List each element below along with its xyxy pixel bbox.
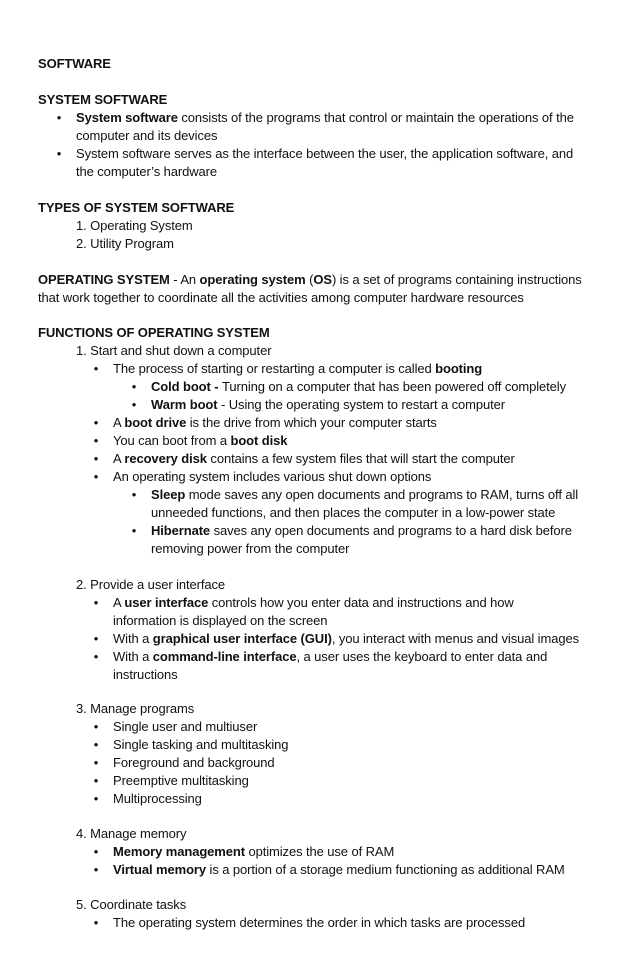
bullet: • xyxy=(93,773,99,788)
list-item: The process of starting or restarting a computer is called booting xyxy=(113,361,483,376)
section-title: 4. Manage memory xyxy=(76,826,187,841)
bullet: • xyxy=(131,487,137,502)
bullet: • xyxy=(93,631,99,646)
sub-list-item: Warm boot - Using the operating system to restart a computer xyxy=(151,397,506,412)
heading-types: TYPES OF SYSTEM SOFTWARE xyxy=(38,200,235,215)
list-item-continued: the computer’s hardware xyxy=(76,164,218,179)
bullet: • xyxy=(93,844,99,859)
list-item: Single user and multiuser xyxy=(113,719,258,734)
bullet: • xyxy=(93,595,99,610)
section-title: 5. Coordinate tasks xyxy=(76,897,187,912)
os-definition: OPERATING SYSTEM - An operating system (OS) is a set of programs containing instructions xyxy=(38,272,582,287)
list-item: A boot drive is the drive from which your computer starts xyxy=(113,415,437,430)
sub-list-item-continued: unneeded functions, and then places the computer in a low-power state xyxy=(151,505,556,520)
bullet: • xyxy=(131,379,137,394)
list-item: Multiprocessing xyxy=(113,791,202,806)
list-item: You can boot from a boot disk xyxy=(113,433,288,448)
list-item: Foreground and background xyxy=(113,755,275,770)
title-software: SOFTWARE xyxy=(38,56,111,71)
sub-list-item-continued: removing power from the computer xyxy=(151,541,350,556)
sub-list-item: Sleep mode saves any open documents and programs to RAM, turns off all xyxy=(151,487,579,502)
bullet: • xyxy=(93,433,99,448)
list-item-continued: information is displayed on the screen xyxy=(113,613,328,628)
section-title: 3. Manage programs xyxy=(76,701,195,716)
os-definition-continued: that work together to coordinate all the activities among computer hardware resources xyxy=(38,290,524,305)
list-item: Virtual memory is a portion of a storage medium functioning as additional RAM xyxy=(113,862,565,877)
bullet: • xyxy=(131,397,137,412)
list-item: Preemptive multitasking xyxy=(113,773,249,788)
bullet: • xyxy=(56,110,62,125)
bullet: • xyxy=(93,915,99,930)
heading-system-software: SYSTEM SOFTWARE xyxy=(38,92,168,107)
bullet: • xyxy=(93,719,99,734)
bullet: • xyxy=(93,737,99,752)
list-item: With a command-line interface, a user uses the keyboard to enter data and xyxy=(113,649,548,664)
bullet: • xyxy=(93,451,99,466)
list-item: Single tasking and multitasking xyxy=(113,737,289,752)
section-title: 1. Start and shut down a computer xyxy=(76,343,272,358)
list-item: An operating system includes various shut down options xyxy=(113,469,432,484)
list-item-continued: computer and its devices xyxy=(76,128,218,143)
sub-list-item: Hibernate saves any open documents and programs to a hard disk before xyxy=(151,523,572,538)
heading-functions: FUNCTIONS OF OPERATING SYSTEM xyxy=(38,325,270,340)
section-title: 2. Provide a user interface xyxy=(76,577,226,592)
bullet: • xyxy=(93,469,99,484)
list-item-continued: instructions xyxy=(113,667,178,682)
bullet: • xyxy=(56,146,62,161)
list-item: A user interface controls how you enter data and instructions and how xyxy=(113,595,514,610)
bullet: • xyxy=(93,791,99,806)
list-item: 1. Operating System xyxy=(76,218,193,233)
bullet: • xyxy=(93,361,99,376)
list-item: With a graphical user interface (GUI), you interact with menus and visual images xyxy=(113,631,579,646)
bullet: • xyxy=(131,523,137,538)
bullet: • xyxy=(93,862,99,877)
list-item: System software consists of the programs that control or maintain the operations of the xyxy=(76,110,574,125)
list-item: Memory management optimizes the use of RAM xyxy=(113,844,395,859)
list-item: 2. Utility Program xyxy=(76,236,174,251)
list-item: The operating system determines the order in which tasks are processed xyxy=(113,915,526,930)
bullet: • xyxy=(93,755,99,770)
sub-list-item: Cold boot - Turning on a computer that has been powered off completely xyxy=(151,379,566,394)
list-item: System software serves as the interface between the user, the application software, and xyxy=(76,146,574,161)
list-item: A recovery disk contains a few system files that will start the computer xyxy=(113,451,515,466)
bullet: • xyxy=(93,649,99,664)
bullet: • xyxy=(93,415,99,430)
